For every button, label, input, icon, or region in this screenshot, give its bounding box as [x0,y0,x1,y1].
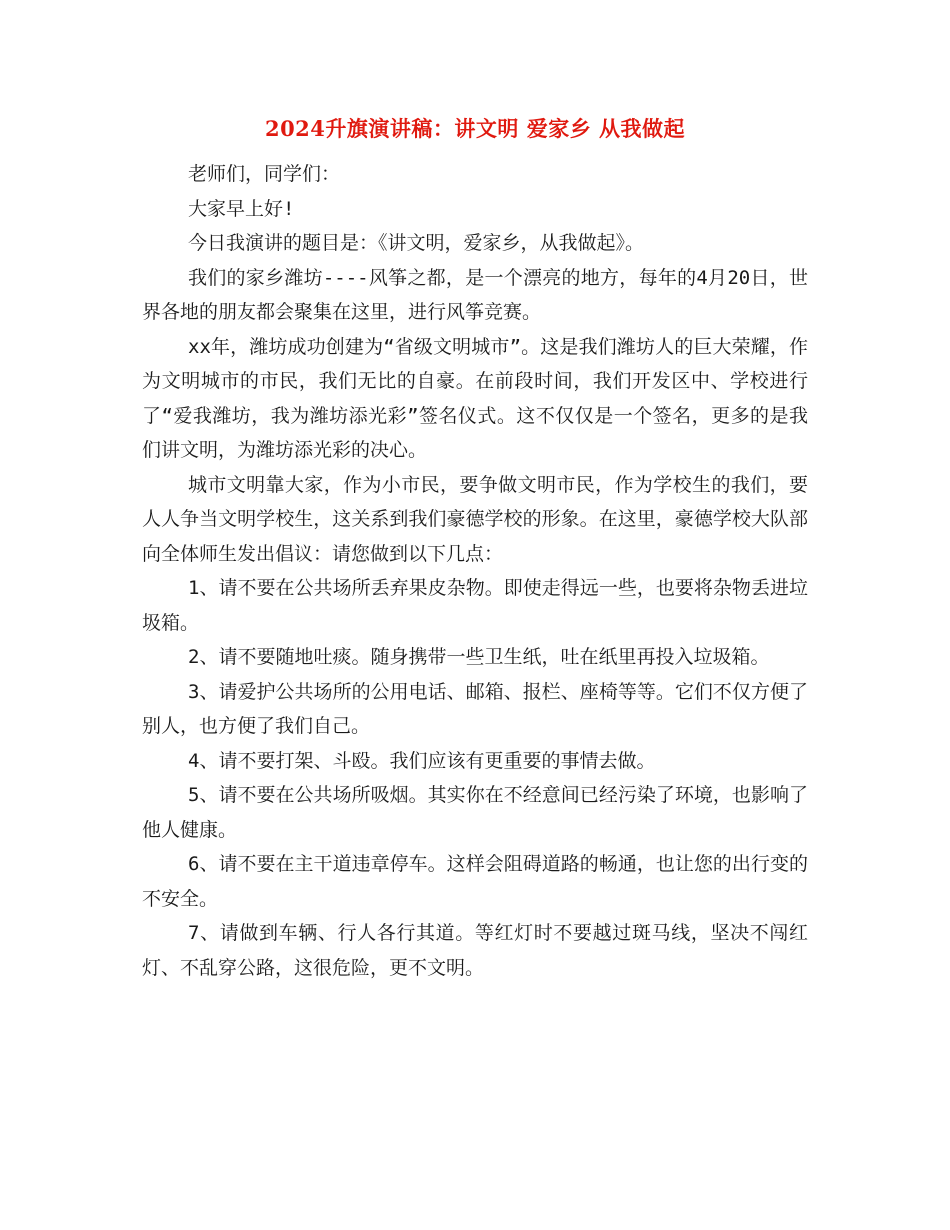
document-body [142,157,808,985]
paragraph-item: 3、请爱护公共场所的公用电话、邮箱、报栏、座椅等等。它们不仅方便了别人，也方便了我们自己。 [142,680,808,737]
paragraph-item: 1、请不要在公共场所丢弃果皮杂物。即使走得远一些，也要将杂物丢进垃圾箱。 [142,577,808,634]
paragraph-item: 7、请做到车辆、行人各行其道。等红灯时不要越过斑马线，坚决不闯红灯、不乱穿公路，这很危险，更不文明。 [142,922,808,979]
paragraph-hometown: 我们的家乡潍坊----风筝之都，是一个漂亮的地方，每年的4月20日，世界各地的朋友都会聚集在这里，进行风筝竞赛。 [142,266,808,323]
paragraph-civilized-city: xx年，潍坊成功创建为“省级文明城市”。这是我们潍坊人的巨大荣耀，作为文明城市的市民，我们无比的自豪。在前段时间，我们开发区中、学校进行了“爱我潍坊，我为潍坊添光彩”签名仪式。这不仅仅是一个签名，更多的是我们讲文明，为潍坊添光彩的决心。 [142,335,808,461]
paragraph-greeting: 大家早上好! [188,197,295,220]
paragraph-salutation: 老师们，同学们： [188,163,341,185]
paragraph-proposal: 城市文明靠大家，作为小市民，要争做文明市民，作为学校生的我们，要人人争当文明学校生，这关系到我们豪德学校的形象。在这里，豪德学校大队部向全体师生发出倡议：请您做到以下几点： [142,473,808,565]
paragraph-topic: 今日我演讲的题目是：《讲文明，爱家乡，从我做起》。 [188,232,645,254]
paragraph-item: 2、请不要随地吐痰。随身携带一些卫生纸，吐在纸里再投入垃圾箱。 [188,646,770,668]
document-title: 2024升旗演讲稿：讲文明 爱家乡 从我做起 [264,116,686,141]
paragraph-item: 4、请不要打架、斗殴。我们应该有更重要的事情去做。 [188,749,656,772]
paragraph-item: 5、请不要在公共场所吸烟。其实你在不经意间已经污染了环境，也影响了他人健康。 [142,784,808,841]
paragraph-item: 6、请不要在主干道违章停车。这样会阻碍道路的畅通，也让您的出行变的不安全。 [142,853,808,910]
